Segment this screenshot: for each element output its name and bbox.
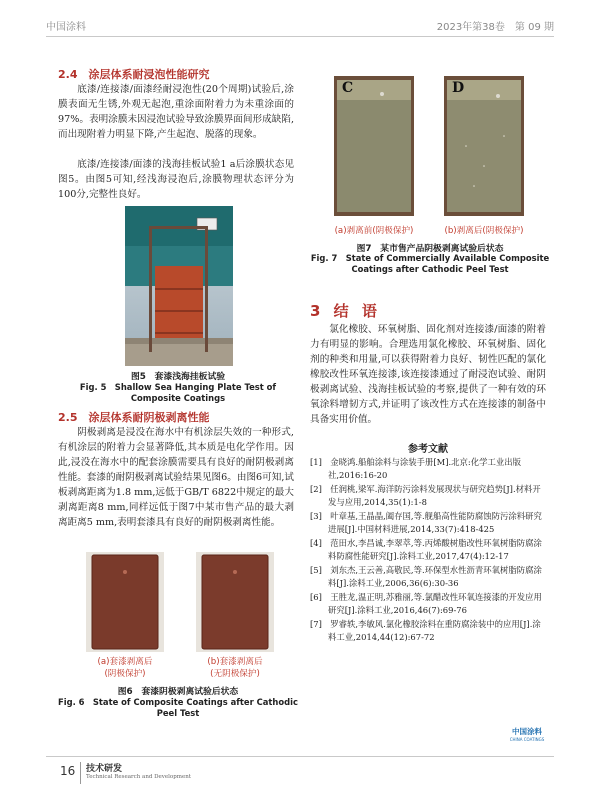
- reference-item: [5] 刘东杰,王云善,高敬民,等.环保型水性沥青环氧树脂防腐涂料[J].涂料工业,2006,36(6):30-36: [310, 565, 542, 588]
- figure-6b-label-line1: (b)套漆剥离后: [207, 657, 263, 667]
- figure-5-caption-en: Fig. 5 Shallow Sea Hanging Plate Test of Composite Coatings: [79, 382, 277, 403]
- figure-7b-letter: D: [452, 80, 465, 96]
- figure-7a-letter: C: [342, 80, 354, 96]
- figure-5-photo: [125, 206, 233, 366]
- figure-7b-photo: [444, 76, 524, 216]
- footer-divider: [46, 756, 554, 757]
- header-divider: [46, 36, 554, 37]
- journal-logo: [506, 726, 548, 742]
- references-title: 参考文献: [408, 444, 448, 455]
- figure-6-caption-en: Fig. 6 State of Composite Coatings after Cathodic Peel Test: [58, 697, 298, 718]
- reference-item: [4] 范田水,李昌诚,李翠萃,等.丙烯酸树脂改性环氧树脂防腐涂料防腐性能研究[J].涂料工业,2017,47(4):12-17: [310, 538, 542, 561]
- footer-section-cn: 技术研发: [86, 764, 123, 774]
- page-number: 16: [60, 764, 76, 778]
- section-3-title: 3 结 语: [310, 302, 381, 320]
- journal-name: 中国涂料: [46, 22, 86, 33]
- footer-separator: [80, 762, 81, 784]
- reference-item: [7] 罗睿轶,李敏风.氯化橡胶涂料在重防腐涂装中的应用[J].涂料工业,2014,44(12):67-72: [310, 619, 541, 642]
- logo-en: CHINA COATINGS: [509, 737, 545, 742]
- section-2-5-title: 2.5 涂层体系耐阴极剥离性能: [58, 411, 210, 424]
- figure-6a-label-line2: (阴极保护): [104, 669, 146, 679]
- reference-item: [3] 叶章基,王晶晶,阖存国,等.舰船高性能防腐蚀防污涂料研究进展[J].中国材料进展,2014,33(7):418-425: [310, 511, 542, 534]
- figure-6a-photo: [86, 552, 164, 652]
- section-2-4-paragraph-1: 底漆/连接漆/面漆经耐浸泡性(20个周期)试验后,涂膜表面无生锈,外观无起泡,重涂面附着力为未重涂面的97%。表明涂膜未因浸泡试验导致涂膜界面间形成缺陷,而出现附着力明显下降,产生起泡、脱落的现象。: [58, 84, 294, 140]
- section-3-paragraph-1: 氯化橡胶、环氧树脂、固化剂对连接漆/面漆的附着力有明显的影响。合理选用氯化橡胶、环氧树脂、固化剂的种类和用量,可以获得附着力良好、韧性匹配的氯化橡胶改性环氧连接漆,该连接漆通过了耐浸泡试验、耐阴极剥离试验、浅海挂板试验的考察,提供了一种有效的环氧涂料增韧方式,并证明了该改性方式在连接漆的制备中具备实用价值。: [310, 324, 546, 425]
- reference-item: [2] 任润桃,梁军.海洋防污涂料发展现状与研究趋势[J].材料开发与应用,2014,35(1):1-8: [310, 484, 541, 507]
- figure-7b-label: (b)剥离后(阴极保护): [444, 226, 524, 236]
- figure-6-caption-cn: 图6 套漆阴极剥离试验后状态: [117, 687, 239, 697]
- references-list: [310, 456, 546, 645]
- footer-section-en: Technical Research and Development: [86, 774, 191, 780]
- figure-7-caption-cn: 图7 某市售产品阴极剥离试验后状态: [356, 244, 504, 254]
- figure-7a-label: (a)剥离前(阴极保护): [334, 226, 414, 236]
- figure-6b-label-line2: (无阴极保护): [210, 669, 260, 679]
- figure-7a-photo: [334, 76, 414, 216]
- reference-item: [6] 王胜龙,温正明,苏雅丽,等.氯醋改性环氧连接漆的开发应用研究[J].涂料工业,2016,46(7):69-76: [310, 592, 542, 615]
- section-2-5-paragraph-1: 阴极剥离是浸没在海水中有机涂层失效的一种形式,有机涂层的附着力会显著降低,其本质是电化学作用。因此,浸没在海水中的配套涂膜需要具有良好的耐阴极剥离性能。套漆的耐阴极剥离试验结果见图6。由图6可知,试板剥离距离为1.8 mm,远低于GB/T 6822中规定的最大剥离距离8 mm,同样远低于图7中某市售产品的最大剥离距离5 mm,表明套漆具有良好的耐阴极剥离性能。: [58, 427, 294, 528]
- figure-6a-label-line1: (a)套漆剥离后: [97, 657, 153, 667]
- logo-cn: 中国涂料: [512, 727, 542, 736]
- issue-info: 2023年第38卷 第 09 期: [436, 22, 554, 33]
- section-2-4-title: 2.4 涂层体系耐浸泡性能研究: [58, 68, 210, 81]
- section-2-4-paragraph-2: 底漆/连接漆/面漆的浅海挂板试验1 a后涂膜状态见图5。由图5可知,经浅海浸泡后,涂膜物理状态评分为100分,完整性良好。: [58, 159, 294, 200]
- figure-6b-photo: [196, 552, 274, 652]
- figure-5-caption-cn: 图5 套漆浅海挂板试验: [130, 372, 226, 382]
- reference-item: [1] 金晓鸿.船舶涂料与涂装手册[M].北京:化学工业出版社,2016:16-20: [310, 457, 521, 480]
- figure-7-caption-en: Fig. 7 State of Commercially Available Composite Coatings after Cathodic Peel Test: [310, 253, 550, 274]
